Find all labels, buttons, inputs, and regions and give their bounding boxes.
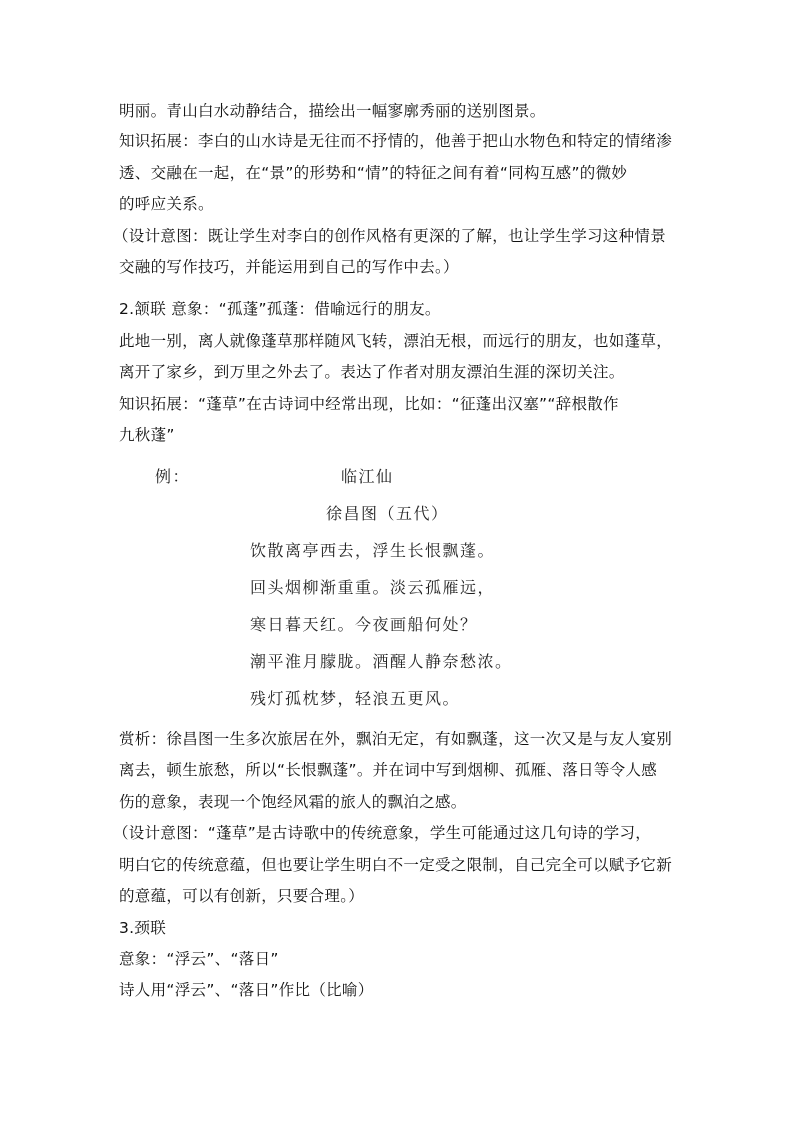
paragraph-line: 离开了家乡，到万里之外去了。表达了作者对朋友漂泊生涯的深切关注。 [119,363,625,381]
paragraph-line: 的呼应关系。 [119,195,214,213]
paragraph-line: 透、交融在一起，在“景”的形势和“情”的特征之间有着“同构互感”的微妙 [119,164,628,182]
poem-title: 临江仙 [341,467,394,486]
analysis-line: （设计意图：“蓬草”是古诗歌中的传统意象，学生可能通过这几句诗的学习， [113,824,652,842]
poem-line: 饮散离亭西去，浮生长恨飘蓬。 [250,541,496,560]
poem-author: 徐昌图（五代） [326,504,449,523]
analysis-line: 赏析：徐昌图一生多次旅居在外，飘泊无定，有如飘蓬，这一次又是与友人宴别 [119,730,673,748]
paragraph-line: 知识拓展：李白的山水诗是无往而不抒情的，他善于把山水物色和特定的情绪渗 [119,132,673,150]
poem-line: 寒日暮天红。今夜画船何处？ [250,615,478,634]
poem-line: 残灯孤枕梦，轻浪五更风。 [250,689,461,708]
paragraph-line: 知识拓展：“蓬草”在古诗词中经常出现，比如：“征蓬出汉塞”“辞根散作 [119,395,619,413]
paragraph-line: 交融的写作技巧，并能运用到自己的写作中去。） [119,258,459,276]
section-heading: 2.颔联 意象：“孤蓬”孤蓬：借喻远行的朋友。 [119,300,441,318]
paragraph-line: 九秋蓬” [119,426,175,444]
poem-line: 潮平淮月朦胧。酒醒人静奈愁浓。 [250,652,513,671]
analysis-line: 伤的意象，表现一个饱经风霜的旅人的飘泊之感。 [119,793,467,811]
example-label: 例： [155,467,191,486]
section-heading: 3.颈联 [119,919,166,937]
analysis-line: 意象：“浮云”、“落日” [119,950,279,968]
analysis-line: 诗人用“浮云”、“落日”作比（比喻） [119,981,374,999]
analysis-line: 离去，顿生旅愁，所以“长恨飘蓬”。并在词中写到烟柳、孤雁、落日等令人感 [119,761,658,779]
analysis-line: 明白它的传统意蕴，但也要让学生明白不一定受之限制，自己完全可以赋予它新 [119,856,673,874]
poem-line: 回头烟柳渐重重。淡云孤雁远， [250,578,496,597]
analysis-line: 的意蕴，可以有创新，只要合理。） [119,887,365,905]
paragraph-line: 明丽。青山白水动静结合，描绘出一幅寥廓秀丽的送别图景。 [119,102,546,120]
paragraph-line: （设计意图：既让学生对李白的创作风格有更深的了解，也让学生学习这种情景 [113,227,667,245]
paragraph-line: 此地一别，离人就像蓬草那样随风飞转，漂泊无根，而远行的朋友，也如蓬草， [119,332,673,350]
